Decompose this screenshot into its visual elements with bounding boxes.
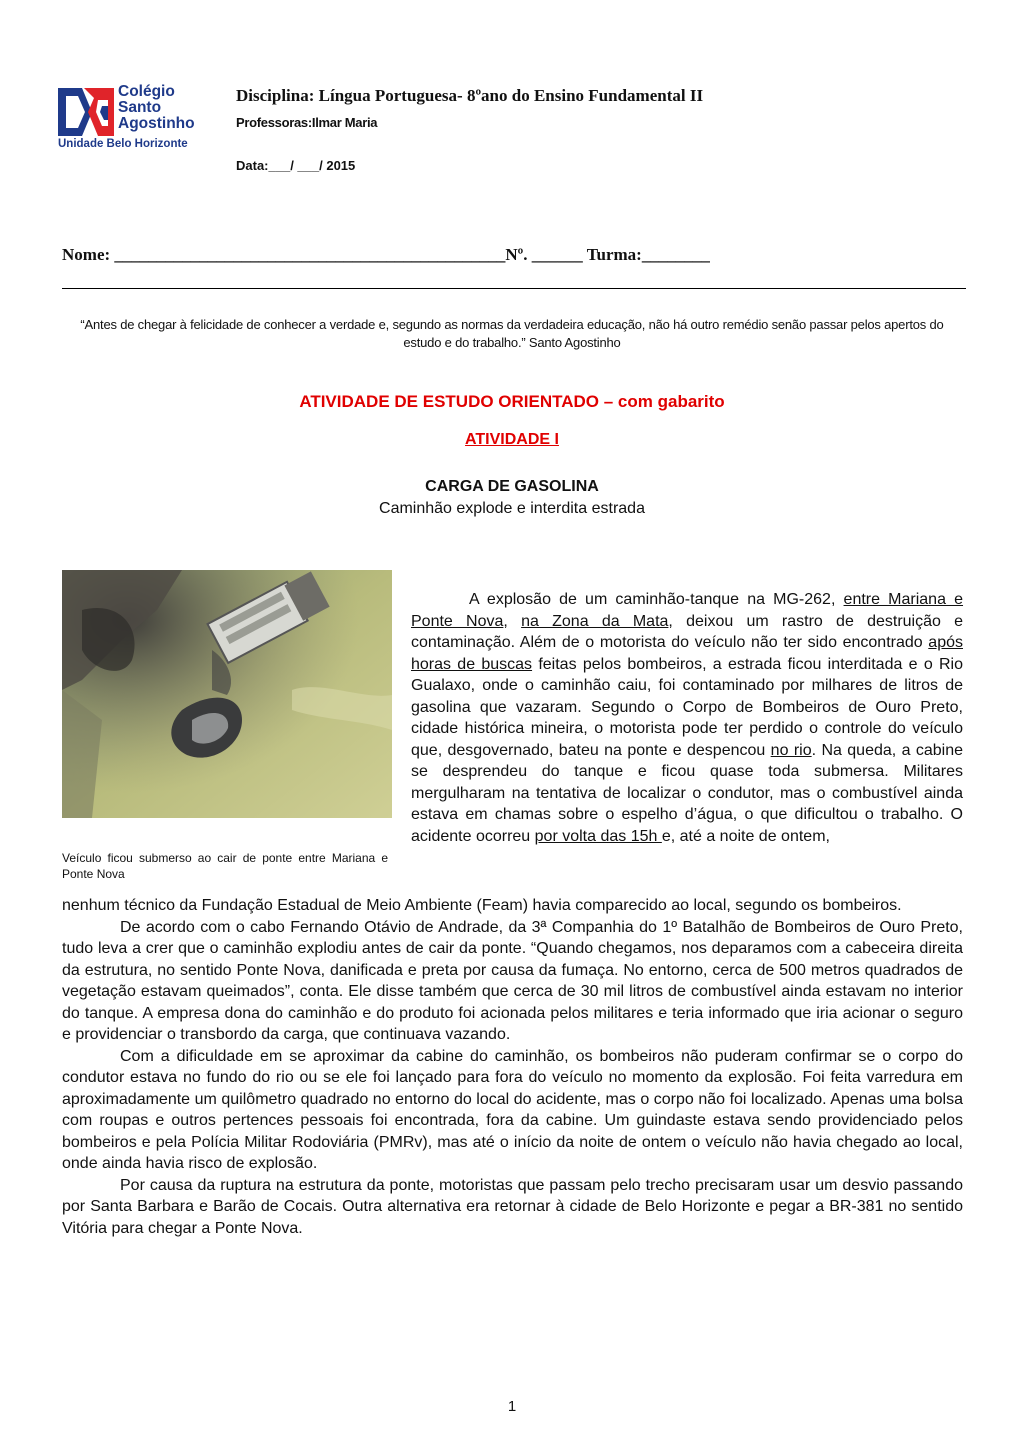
p1-text-f: e, até a noite de ontem,: [661, 827, 830, 845]
teachers-line: Professoras:Ilmar Maria: [236, 115, 378, 130]
p1-continuation: nenhum técnico da Fundação Estadual de Meio Ambiente (Feam) havia comparecido ao local, segundo os bombeiros.: [62, 897, 902, 914]
p1-underline-5: por volta das 15h: [534, 827, 662, 845]
submerged-truck-image: [62, 570, 392, 818]
article-paragraph-4: Por causa da ruptura na estrutura da ponte, motoristas que passam pelo trecho precisaram usar um desvio passando por Santa Barbara e Barão de Cocais. Outra alternativa era retornar à cidade de Belo Horizonte e pegar a BR-381 no sentido Vitória para chegar a Ponte Nova.: [62, 1176, 963, 1237]
p1-underline-1: entre Mariana e Ponte Nova: [411, 591, 964, 630]
p1-text-d: feitas pelos bombeiros, a estrada ficou interditada e o Rio Gualaxo, onde o caminhão caiu, foi contaminado por milhares de litros de gasolina que vazaram. Segundo o Corpo de Bombeiros de Ouro Preto, cidade histórica mineira, o motorista pode ter perdido o controle do veículo que, desgovernado, bateu na ponte e despencou: [411, 655, 963, 759]
logo-line-2: Santo: [118, 99, 162, 116]
p1-underline-3: após horas de buscas: [411, 634, 963, 673]
logo-emblem-icon: [58, 86, 114, 138]
activity-title: ATIVIDADE DE ESTUDO ORIENTADO – com gabarito: [299, 392, 725, 411]
article-paragraph-2: De acordo com o cabo Fernando Otávio de Andrade, da 3ª Companhia do 1º Batalhão de Bombeiros de Ouro Preto, tudo leva a crer que o caminhão explodiu antes de cair da ponte. “Quando chegamos, nos deparamos com a cabeceira direita da estrutura, no sentido Ponte Nova, danificada e preta por causa da fumaça. No entorno, cerca de 500 metros quadrados de vegetação estavam queimados”, conta. Ele disse também que cerca de 30 mil litros de combustível ainda estavam no interior do tanque. A empresa dona do caminhão e do produto foi acionada pelos militares e teria informado que iria acionar o seguro e providenciar o transbordo da carga, que continuava vazando.: [62, 918, 963, 1043]
logo-unit: Unidade Belo Horizonte: [58, 138, 188, 150]
photo-caption: Veículo ficou submerso ao cair de ponte entre Mariana e Ponte Nova: [62, 851, 388, 881]
article-paragraph-3: Com a dificuldade em se aproximar da cabine do caminhão, os bombeiros não puderam confirmar se o corpo do condutor estava no fundo do rio ou se ele foi lançado para fora do veículo no momento da explosão. Foi feita varredura em aproximadamente um quilômetro quadrado no entorno do local do acidente, mas o corpo não foi localizado. Apenas uma bolsa com roupas e outros pertences pessoais foi encontrada, fora da cabine. Um guindaste estava sendo providenciado pelos bombeiros e pela Polícia Militar Rodoviária (PMRv), mas até o início da noite de ontem o veículo não havia chegado ao local, onde ainda havia risco de explosão.: [62, 1047, 963, 1172]
student-info-line: Nome: ______________________________________________Nº. ______ Turma:________: [62, 245, 710, 264]
article-headline: CARGA DE GASOLINA: [425, 478, 599, 495]
school-logo: [58, 82, 228, 154]
quote-text: “Antes de chegar à felicidade de conhecer a verdade e, segundo as normas da verdadeira educação, não há outro remédio senão passar pelos apertos do estudo e do trabalho.” Santo Agostinho: [80, 317, 944, 350]
p1-text-a: A explosão de um caminhão-tanque na MG-262,: [469, 591, 844, 608]
p1-underline-2: na Zona da Mata: [521, 612, 669, 630]
date-line: Data:___/ ___/ 2015: [236, 158, 356, 173]
header-divider: [62, 288, 966, 289]
article-first-paragraph-column: [411, 589, 963, 847]
p1-underline-4: no rio: [770, 741, 812, 759]
article-body: [62, 895, 963, 1239]
p1-text-b: ,: [503, 612, 522, 630]
logo-line-1: Colégio: [118, 83, 175, 100]
article-photo: [62, 570, 392, 818]
page-number: 1: [507, 1398, 517, 1415]
discipline-heading: Disciplina: Língua Portuguesa- 8ºano do Ensino Fundamental II: [236, 86, 704, 105]
logo-line-3: Agostinho: [118, 115, 195, 132]
activity-subtitle: ATIVIDADE I: [465, 431, 559, 448]
p1-text-c: , deixou um rastro de destruição e contaminação. Além de o motorista do veículo não ter sido encontrado: [411, 612, 964, 651]
p1-text-e: . Na queda, a cabine se desprendeu do tanque e ficou quase toda submersa. Militares mergulharam na tentativa de localizar o condutor, mas o combustível ainda estava em chamas sobre o espelho d’água, o que dificultou o trabalho. O acidente ocorreu: [411, 741, 963, 845]
article-subheadline: Caminhão explode e interdita estrada: [379, 500, 645, 517]
